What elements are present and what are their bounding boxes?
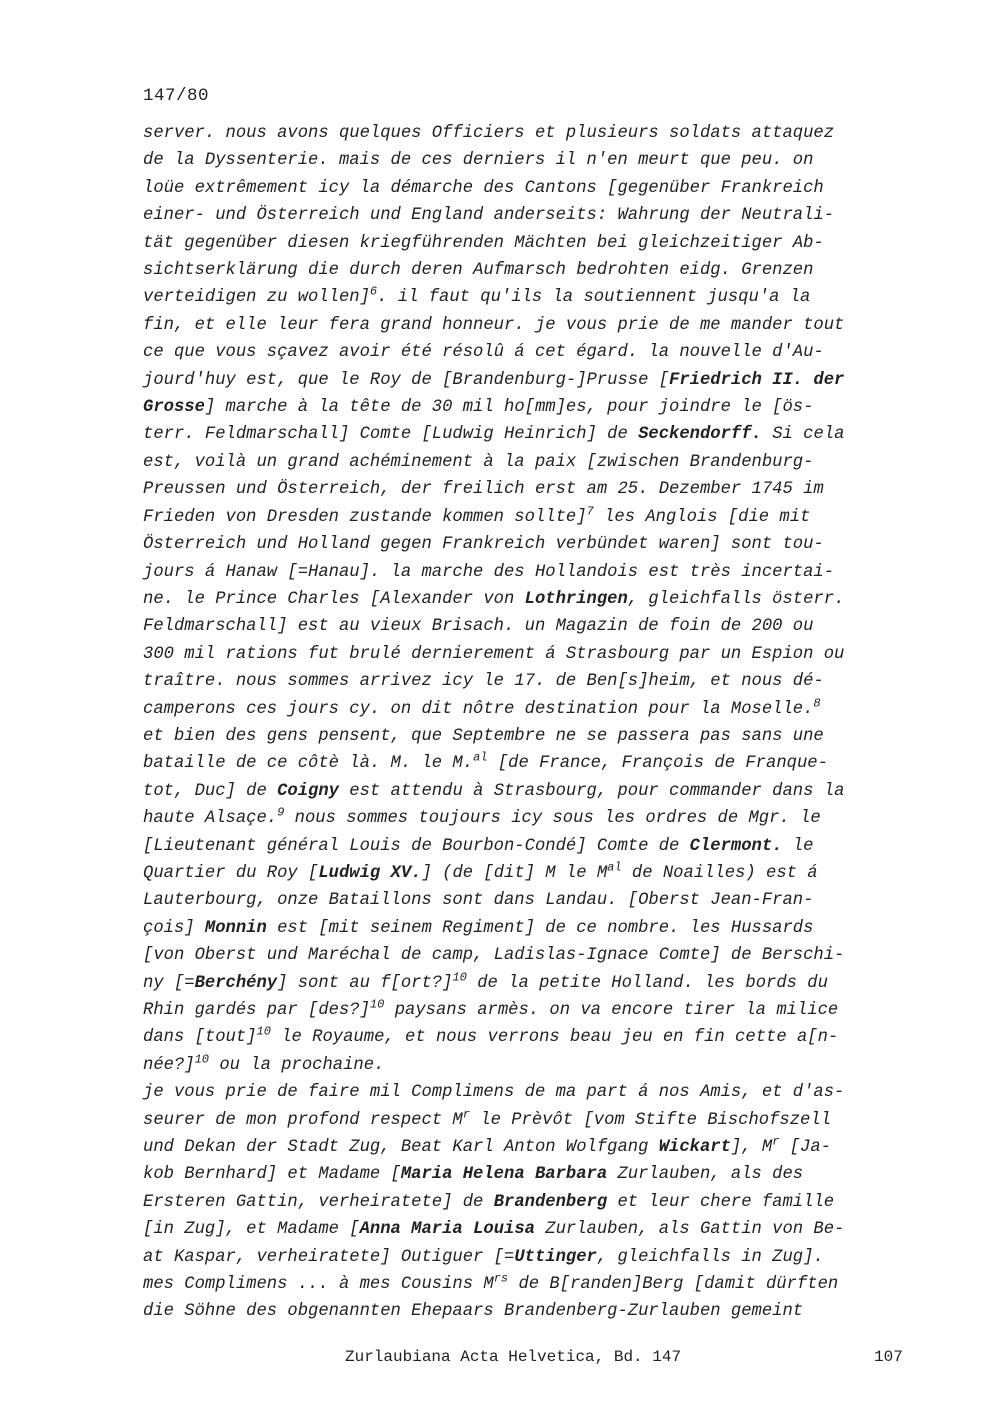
text-segment: [Ja- [779,1138,831,1158]
text-line [143,230,913,257]
text-line [143,312,913,339]
text-segment: Si cela [761,425,845,445]
text-segment: [von Oberst und Maréchal de camp, Ladislas-Ignace Comte] de Berschi- [143,946,845,966]
text-segment: [de France, François de Franque- [487,754,828,774]
text-segment: Zurlauben, als Gattin von Be- [534,1220,845,1240]
letter-body-text [143,120,913,1326]
text-line [143,1244,913,1271]
text-line [143,805,913,832]
text-segment: ] (de [dit] M le M [421,863,608,883]
bold-name: Friedrich II. der [669,370,845,390]
text-segment: traître. nous sommes arrivez icy le 17. de Ben[s]heim, et nous dé- [143,672,824,692]
text-segment: haute Alsaçe. [143,809,278,829]
bold-name: Anna Maria Louisa [359,1220,535,1240]
text-line [143,449,913,476]
superscript: rs [493,1271,509,1286]
text-segment: je vous prie de faire mil Complimens de ma part á nos Amis, et d'as- [143,1083,845,1103]
text-segment: Preussen und Österreich, der freilich erst am 25. Dezember 1745 im [143,480,824,500]
text-segment: le [782,836,814,856]
text-segment: de la Dyssenterie. mais de ces derniers il n'en meurt que peu. on [143,151,814,171]
text-line [143,915,913,942]
text-segment: [Lieutenant général Louis de Bourbon-Condé] Comte de [143,836,690,856]
text-segment: server. nous avons quelques Officiers et plusieurs soldats attaquez [143,124,835,143]
text-segment: ny [= [143,973,195,993]
text-line [143,421,913,448]
text-segment: Feldmarschall] est au vieux Brisach. un Magazin de foin de 200 ou [143,617,814,637]
text-line [143,1161,913,1188]
text-line [143,120,913,147]
text-segment: ou la prochaine. [209,1055,385,1075]
footer-publication-title: Zurlaubiana Acta Helvetica, Bd. 147 [345,1348,682,1366]
text-segment: nous sommes toujours icy sous les ordres de Mgr. le [284,809,821,829]
page-reference: 147/80 [143,86,210,106]
text-segment: paysans armès. on va encore tirer la milice [384,1001,839,1020]
superscript: 9 [277,805,285,820]
text-segment: camperons ces jours cy. on dit nôtre destination pour la Moselle. [143,699,814,719]
text-segment: ce que vous sçavez avoir été résolû á cet égard. la nouvelle d'Au- [143,343,824,363]
text-segment: jours á Hanaw [=Hanau]. la marche des Hollandois est très incertai- [143,562,835,582]
text-line [143,1024,913,1051]
text-segment: [in Zug], et Madame [ [143,1220,360,1240]
text-segment: , gleichfalls in Zug]. [596,1247,824,1267]
bold-name: Wickart [658,1138,731,1158]
text-line [143,1079,913,1106]
text-line [143,997,913,1024]
text-segment: les Anglois [die mit [593,507,811,527]
superscript: 10 [452,969,467,984]
text-line [143,257,913,284]
text-segment: einer- und Österreich und England anderseits: Wahrung der Neutrali- [143,206,835,226]
text-line [143,476,913,503]
text-segment: Frieden von Dresden zustande kommen sollte] [143,507,587,527]
text-segment: fin, et elle leur fera grand honneur. je vous prie de me mander tout [143,315,845,335]
text-segment: 300 mil rations fut brulé dernierement á Strasbourg par un Espion ou [143,644,845,664]
text-segment: de Noailles) est á [621,863,818,883]
superscript: 6 [369,284,378,299]
text-segment: tot, Duc] de [143,781,278,801]
superscript: 10 [369,997,385,1012]
text-line [143,1271,913,1298]
text-line [143,778,913,805]
text-line [143,1052,913,1079]
text-segment: de la petite Holland. les bords du [466,973,828,993]
superscript: 10 [256,1024,271,1039]
text-segment: sichtserklärung die durch deren Aufmarsch bedrohten eidg. Grenzen [143,261,814,281]
text-segment: mes Complimens ... à mes Cousins M [143,1275,494,1295]
text-line [143,367,913,394]
text-segment: Österreich und Holland gegen Frankreich verbündet waren] sont tou- [143,535,824,555]
bold-name: Brandenberg [493,1192,608,1212]
text-segment: jourd'huy est, que le Roy de [Brandenburg-]Prusse [ [143,370,670,390]
text-line [143,860,913,887]
bold-name: Monnin [204,918,267,938]
bold-name: Seckendorff. [638,425,762,445]
text-line [143,284,913,311]
bold-name: Ludwig XV. [318,863,422,883]
bold-name: Berchény [194,973,278,993]
text-segment: et leur chere famille [607,1192,835,1212]
text-line [143,723,913,750]
text-line [143,970,913,997]
text-segment: née?] [143,1055,195,1075]
text-segment: ] sont au f[ort?] [277,973,453,993]
superscript: al [473,750,488,765]
text-segment: de B[randen]Berg [damit dürften [508,1275,839,1295]
text-segment: ne. le Prince Charles [Alexander von [143,589,525,609]
text-line [143,696,913,723]
text-segment: loüe extrêmement icy la démarche des Cantons [gegenüber Frankreich [143,178,824,198]
text-line [143,1189,913,1216]
bold-name: Grosse [143,398,205,418]
text-line [143,668,913,695]
text-segment: et bien des gens pensent, que Septembre ne se passera pas sans une [143,726,824,746]
text-segment: est, voilà un grand achéminement à la paix [zwischen Brandenburg- [143,452,814,472]
text-segment: ] marche à la tête de 30 mil ho[mm]es, pour joindre le [ös- [204,398,814,418]
text-line [143,641,913,668]
text-segment: und Dekan der Stadt Zug, Beat Karl Anton Wolfgang [143,1138,659,1158]
superscript: 8 [813,695,821,710]
text-segment: kob Bernhard] et Madame [ [143,1165,401,1185]
text-line [143,613,913,640]
bold-name: Lothringen [524,589,628,609]
text-line [143,1107,913,1134]
text-segment: ], M [730,1138,773,1158]
text-segment: Lauterbourg, onze Bataillons sont dans Landau. [Oberst Jean-Fran- [143,891,814,911]
text-line [143,175,913,202]
text-segment: , gleichfalls österr. [627,589,845,609]
text-line [143,887,913,914]
text-line [143,833,913,860]
text-line [143,339,913,366]
text-segment: Quartier du Roy [ [143,863,319,883]
text-segment: die Söhne des obgenannten Ehepaars Brandenberg-Zurlauben gemeint [143,1302,804,1322]
superscript: 7 [586,504,594,519]
text-line [143,1216,913,1243]
bold-name: Clermont. [689,836,783,856]
text-segment: Zurlauben, als des [607,1165,804,1185]
text-segment: verteidigen zu wollen] [143,288,370,308]
bold-name: Uttinger [514,1247,597,1267]
bold-name: Coigny [277,781,339,801]
text-line [143,559,913,586]
text-line [143,531,913,558]
text-segment: terr. Feldmarschall] Comte [Ludwig Heinrich] de [143,425,639,445]
footer-page-number: 107 [874,1348,903,1366]
text-line [143,942,913,969]
text-line [143,750,913,777]
text-segment: dans [tout] [143,1028,257,1048]
text-line [143,202,913,229]
text-line [143,504,913,531]
bold-name: Maria Helena Barbara [400,1165,608,1185]
text-line [143,1134,913,1161]
text-segment: seurer de mon profond respect M [143,1110,463,1130]
text-segment: bataille de ce côtè là. M. le M. [143,754,474,774]
superscript: r [462,1107,470,1122]
text-line [143,586,913,613]
text-segment: le Prèvôt [vom Stifte Bischofszell [469,1110,831,1130]
superscript: al [607,860,622,875]
text-segment: le Royaume, et nous verrons beau jeu en fin cette a[n- [270,1028,839,1048]
text-segment: est [mit seinem Regiment] de ce nombre. les Hussards [266,918,814,938]
text-segment: tät gegenüber diesen kriegführenden Mächten bei gleichzeitiger Ab- [143,233,824,253]
text-line [143,1298,913,1325]
superscript: r [772,1134,780,1149]
text-line [143,147,913,174]
text-segment: . il faut qu'ils la soutiennent jusqu'a la [377,288,811,308]
text-segment: Ersteren Gattin, verheiratete] de [143,1192,494,1212]
text-segment: Rhin gardés par [des?] [143,1001,370,1020]
text-line [143,394,913,421]
text-segment: at Kaspar, verheiratete] Outiguer [= [143,1247,515,1267]
text-segment: çois] [143,918,205,938]
superscript: 10 [194,1052,210,1067]
text-segment: est attendu à Strasbourg, pour commander dans la [338,781,845,801]
